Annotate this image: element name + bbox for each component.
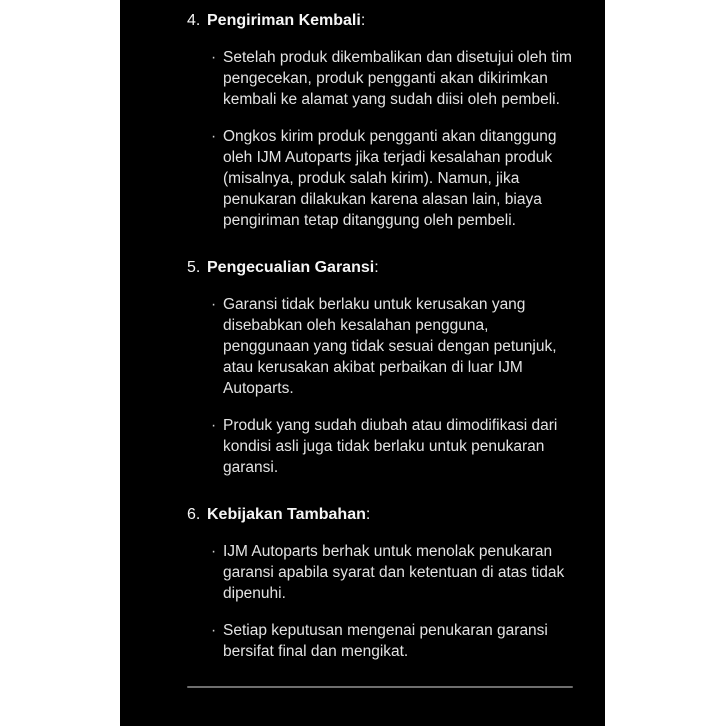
- bullet-list: [187, 294, 573, 478]
- section-colon: :: [360, 12, 366, 29]
- bullet-text: Produk yang sudah diubah atau dimodifikasi dari kondisi asli juga tidak berlaku untuk penukaran garansi.: [223, 417, 558, 476]
- list-item: [187, 415, 573, 478]
- bullet-text: Ongkos kirim produk pengganti akan ditanggung oleh IJM Autoparts jika terjadi kesalahan produk (misalnya, produk salah kirim). Namun, jika penukaran dilakukan karena alasan lain, biaya pengiriman tetap ditanggung oleh pembeli.: [223, 128, 557, 229]
- bullet-text: Setiap keputusan mengenai penukaran garansi bersifat final dan mengikat.: [223, 622, 548, 660]
- policy-section: [187, 504, 573, 662]
- section-title: Kebijakan Tambahan: [207, 506, 366, 523]
- bullet-text: Garansi tidak berlaku untuk kerusakan yang disebabkan oleh kesalahan pengguna, penggunaan yang tidak sesuai dengan petunjuk, atau kerusakan akibat perbaikan di luar IJM Autoparts.: [223, 296, 557, 397]
- bullet-list: [187, 541, 573, 662]
- bullet-list: [187, 47, 573, 231]
- bullet-text: Setelah produk dikembalikan dan disetujui oleh tim pengecekan, produk pengganti akan dikirimkan kembali ke alamat yang sudah diisi oleh pembeli.: [223, 49, 572, 108]
- section-colon: :: [365, 506, 371, 523]
- section-heading-text: [207, 257, 379, 278]
- section-heading-text: [207, 10, 365, 31]
- section-colon: :: [374, 259, 379, 276]
- section-number: 6.: [187, 506, 201, 523]
- bullet-text: IJM Autoparts berhak untuk menolak penukaran garansi apabila syarat dan ketentuan di atas tidak dipenuhi.: [223, 543, 565, 602]
- list-item: [187, 541, 573, 604]
- policy-section: [187, 10, 573, 231]
- section-title: Pengiriman Kembali: [207, 12, 361, 29]
- section-heading: [187, 504, 573, 525]
- terms-panel: [120, 0, 605, 726]
- section-heading-text: [207, 504, 370, 525]
- section-number: 4.: [187, 12, 201, 29]
- list-item: [187, 47, 573, 110]
- divider: [187, 686, 573, 688]
- list-item: [187, 294, 573, 399]
- bullet-icon: ·: [211, 417, 217, 434]
- bullet-icon: ·: [211, 622, 217, 639]
- section-title: Pengecualian Garansi: [207, 259, 375, 276]
- section-heading: [187, 10, 573, 31]
- bullet-icon: ·: [211, 543, 217, 560]
- bullet-icon: ·: [211, 296, 217, 313]
- policy-section: [187, 257, 573, 478]
- policy-content: [120, 0, 605, 688]
- bullet-icon: ·: [211, 49, 217, 66]
- section-heading: [187, 257, 573, 278]
- bullet-icon: ·: [211, 128, 217, 145]
- section-number: 5.: [187, 259, 201, 276]
- list-item: [187, 620, 573, 662]
- list-item: [187, 126, 573, 231]
